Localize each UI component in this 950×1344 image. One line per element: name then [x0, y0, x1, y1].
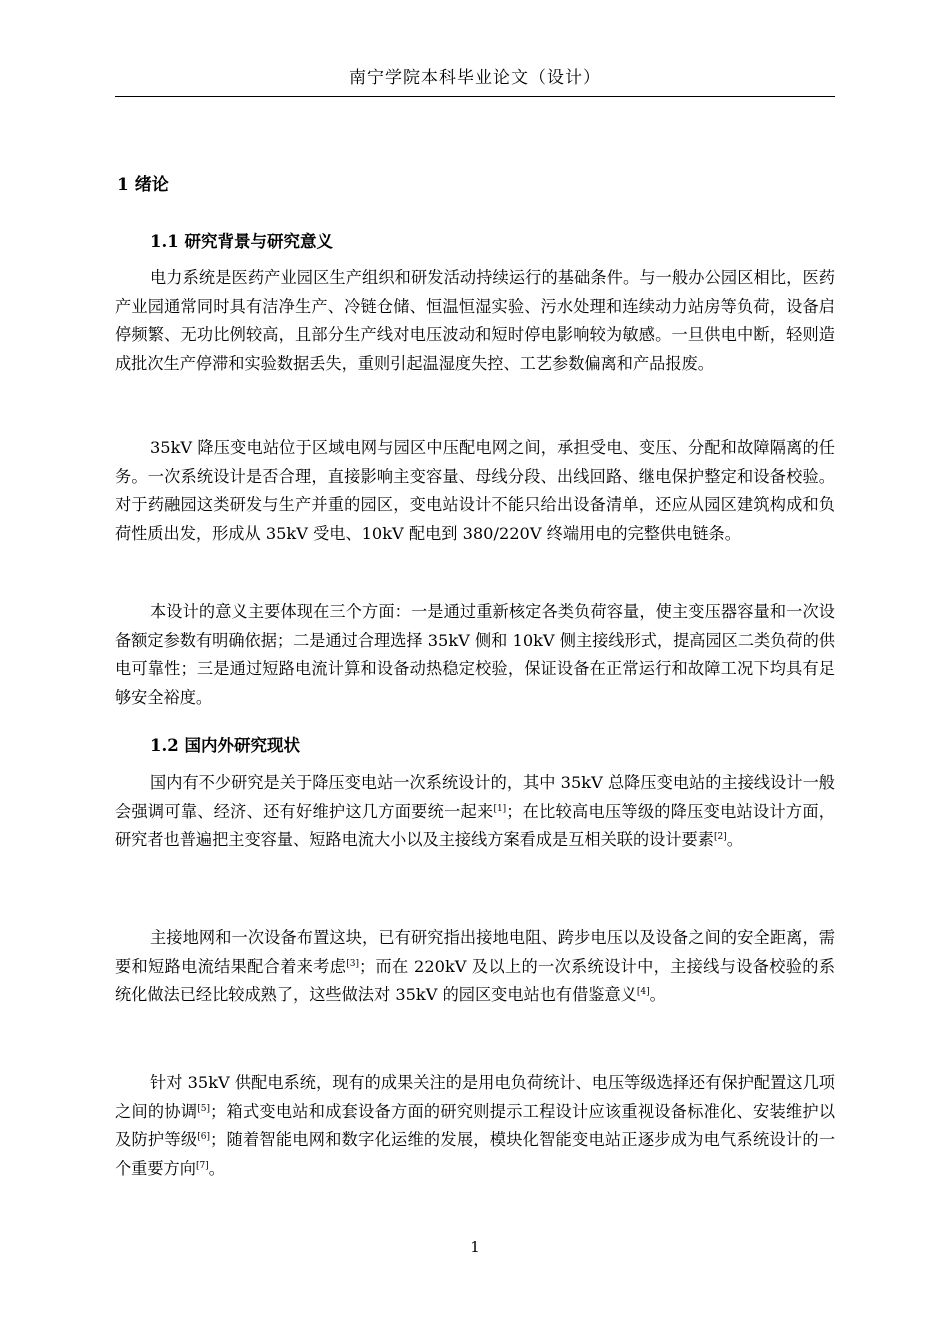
- paragraph: 本设计的意义主要体现在三个方面：一是通过重新核定各类负荷容量，使主变压器容量和一次设备额定参数有明确依据；二是通过合理选择 35kV 侧和 10kV 侧主接线形式，提高园区二类负荷的供电可靠性；三是通过短路电流计算和设备动热稳定校验，保证设备在正常运行和故障工况下均具有足够安全裕度。: [115, 602, 835, 707]
- section-title-1-1: 1.1 研究背景与研究意义: [150, 232, 333, 251]
- page-number: 1: [470, 1238, 480, 1256]
- citation-ref: [3]: [346, 958, 360, 969]
- paragraph: 35kV 降压变电站位于区域电网与园区中压配电网之间，承担受电、变压、分配和故障隔离的任务。一次系统设计是否合理，直接影响主变容量、母线分段、出线回路、继电保护整定和设备校验。对于药融园这类研发与生产并重的园区，变电站设计不能只给出设备清单，还应从园区建筑构成和负荷性质出发，形成从 35kV 受电、10kV 配电到 380/220V 终端用电的完整供电链条。: [115, 438, 835, 543]
- citation-ref: [6]: [197, 1132, 211, 1142]
- citation-ref: [7]: [195, 1160, 209, 1171]
- paragraph: 国内有不少研究是关于降压变电站一次系统设计的，其中 35kV 总降压变电站的主接线设计一般会强调可靠、经济、还有好维护这几方面要统一起来[1]；在比较高电压等级的降压变电站设计方面，研究者也普遍把主变容量、短路电流大小以及主接线方案看成是互相关联的设计要素[2]。: [115, 773, 835, 849]
- citation-ref: [4]: [636, 987, 650, 997]
- paragraph: 针对 35kV 供配电系统，现有的成果关注的是用电负荷统计、电压等级选择还有保护配置这几项之间的协调[5]；箱式变电站和成套设备方面的研究则提示工程设计应该重视设备标准化、安装维护以及防护等级[6]；随着智能电网和数字化运维的发展，模块化智能变电站正逐步成为电气系统设计的一个重要方向[7]。: [115, 1073, 836, 1178]
- citation-ref: [2]: [713, 832, 727, 842]
- section-title-1-2: 1.2 国内外研究现状: [150, 736, 300, 755]
- paragraph: 主接地网和一次设备布置这块，已有研究指出接地电阻、跨步电压以及设备之间的安全距离，需要和短路电流结果配合着来考虑[3]；而在 220kV 及以上的一次系统设计中，主接线与设备校验的系统化做法已经比较成熟了，这些做法对 35kV 的园区变电站也有借鉴意义[4]。: [115, 928, 836, 1004]
- running-header: 南宁学院本科毕业论文（设计）: [115, 64, 835, 97]
- citation-ref: [1]: [493, 803, 507, 814]
- paragraph: 电力系统是医药产业园区生产组织和研发活动持续运行的基础条件。与一般办公园区相比，医药产业园通常同时具有洁净生产、冷链仓储、恒温恒湿实验、污水处理和连续动力站房等负荷，设备启停频繁、无功比例较高，且部分生产线对电压波动和短时停电影响较为敏感。一旦供电中断，轻则造成批次生产停滞和实验数据丢失，重则引起温湿度失控、工艺参数偏离和产品报废。: [115, 268, 835, 373]
- citation-ref: [5]: [197, 1103, 211, 1114]
- chapter-title: 1 绪论: [117, 175, 169, 195]
